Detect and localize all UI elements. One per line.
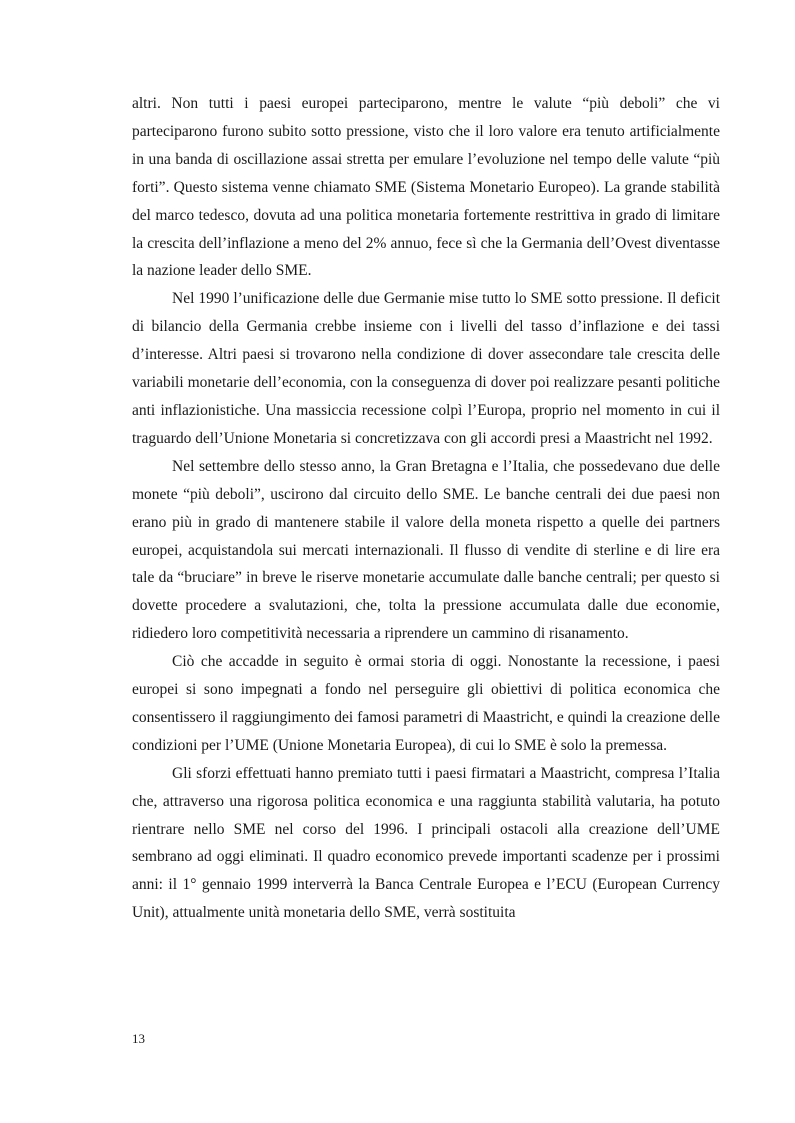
page-number: 13 bbox=[132, 1031, 145, 1046]
paragraph-3: Nel settembre dello stesso anno, la Gran Bretagna e l’Italia, che possedevano due delle monete “più deboli”, uscirono dal circuito dello SME. Le banche centrali dei due paesi non erano più in grado di mantenere stabile il valore della moneta rispetto a quelle dei partners europei, acquistandola sui mercati internazionali. Il flusso di vendite di sterline e di lire era tale da “bruciare” in breve le riserve monetarie accumulate dalle banche centrali; per questo si dovette procedere a svalutazioni, che, tolta la pressione accumulata dalle due economie, ridiedero loro competitività necessaria a riprendere un cammino di risanamento. bbox=[132, 457, 720, 643]
body-text bbox=[132, 90, 720, 927]
paragraph-2: Nel 1990 l’unificazione delle due Germanie mise tutto lo SME sotto pressione. Il deficit di bilancio della Germania crebbe insieme con i livelli del tasso d’inflazione e dei tassi d’interesse. Altri paesi si trovarono nella condizione di dover assecondare tale crescita delle variabili monetarie dell’economia, con la conseguenza di dover poi realizzare pesanti politiche anti inflazionistiche. Una massiccia recessione colpì l’Europa, proprio nel momento in cui il traguardo dell’Unione Monetaria si concretizzava con gli accordi presi a Maastricht nel 1992. bbox=[132, 290, 720, 447]
paragraph-4: Ciò che accadde in seguito è ormai storia di oggi. Nonostante la recessione, i paesi europei si sono impegnati a fondo nel perseguire gli obiettivi di politica economica che consentissero il raggiungimento dei famosi parametri di Maastricht, e quindi la creazione delle condizioni per l’UME (Unione Monetaria Europea), di cui lo SME è solo la premessa. bbox=[132, 653, 720, 754]
paragraph-5: Gli sforzi effettuati hanno premiato tutti i paesi firmatari a Maastricht, compresa l’Italia che, attraverso una rigorosa politica economica e una raggiunta stabilità valutaria, ha potuto rientrare nello SME nel corso del 1996. I principali ostacoli alla creazione dell’UME sembrano ad oggi eliminati. Il quadro economico prevede importanti scadenze per i prossimi anni: il 1° gennaio 1999 interverrà la Banca Centrale Europea e l’ECU (European Currency Unit), attualmente unità monetaria dello SME, verrà sostituita bbox=[132, 764, 720, 922]
paragraph-1: altri. Non tutti i paesi europei parteciparono, mentre le valute “più deboli” che vi parteciparono furono subito sotto pressione, visto che il loro valore era tenuto artificialmente in una banda di oscillazione assai stretta per emulare l’evoluzione nel tempo delle valute “più forti”. Questo sistema venne chiamato SME (Sistema Monetario Europeo). La grande stabilità del marco tedesco, dovuta ad una politica monetaria fortemente restrittiva in grado di limitare la crescita dell’inflazione a meno del 2% annuo, fece sì che la Germania dell’Ovest diventasse la nazione leader dello SME. bbox=[132, 95, 720, 280]
